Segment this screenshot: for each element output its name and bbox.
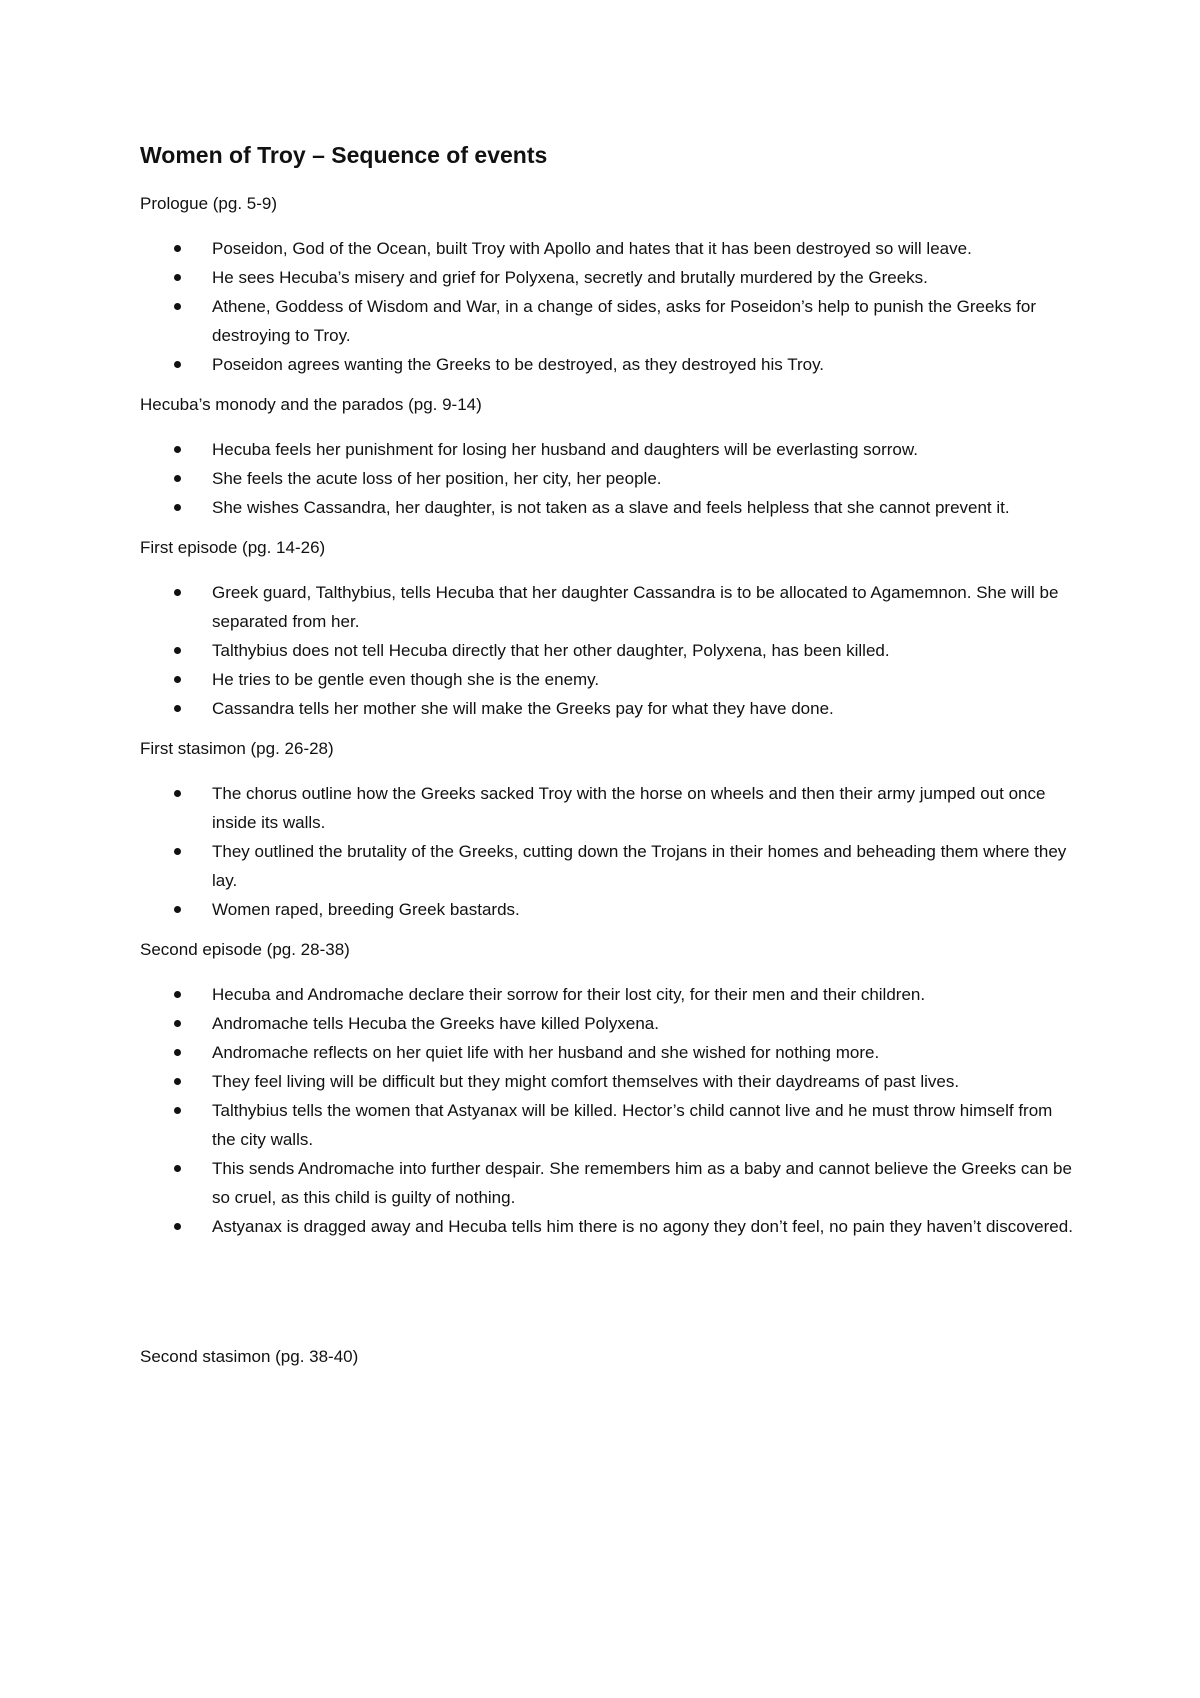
list-item <box>140 665 1080 694</box>
bullet-list <box>140 578 1080 723</box>
list-item-text: He sees Hecuba’s misery and grief for Polyxena, secretly and brutally murdered by the Greeks. <box>212 268 928 287</box>
list-item <box>140 1009 1080 1038</box>
list-item-text: Women raped, breeding Greek bastards. <box>212 900 520 919</box>
section-heading: First stasimon (pg. 26-28) <box>140 739 334 758</box>
section-heading: Second episode (pg. 28-38) <box>140 940 350 959</box>
section-heading-second-stasimon: Second stasimon (pg. 38-40) <box>140 1347 359 1366</box>
list-item <box>140 636 1080 665</box>
list-item-text: Cassandra tells her mother she will make the Greeks pay for what they have done. <box>212 699 834 718</box>
list-item <box>140 1067 1080 1096</box>
section-second-episode <box>140 938 1080 1241</box>
list-item <box>140 493 1080 522</box>
list-item <box>140 1212 1080 1241</box>
page-spacer <box>140 1255 1080 1345</box>
bullet-icon <box>174 1020 181 1027</box>
bullet-icon <box>174 1078 181 1085</box>
document-title: Women of Troy – Sequence of events <box>140 142 548 168</box>
bullet-icon <box>174 589 181 596</box>
section-first-stasimon <box>140 737 1080 924</box>
list-item <box>140 694 1080 723</box>
bullet-list <box>140 779 1080 924</box>
list-item-text: Talthybius tells the women that Astyanax will be killed. Hector’s child cannot live and he must throw himself from the city walls. <box>212 1101 1053 1149</box>
list-item-text: He tries to be gentle even though she is the enemy. <box>212 670 600 689</box>
list-item <box>140 980 1080 1009</box>
section-heading: Prologue (pg. 5-9) <box>140 194 278 213</box>
list-item <box>140 1154 1080 1212</box>
list-item <box>140 350 1080 379</box>
list-item <box>140 837 1080 895</box>
list-item <box>140 263 1080 292</box>
bullet-icon <box>174 1223 181 1230</box>
document-page <box>140 140 1080 1387</box>
bullet-icon <box>174 906 181 913</box>
bullet-icon <box>174 303 181 310</box>
list-item-text: They feel living will be difficult but they might comfort themselves with their daydreams of past lives. <box>212 1072 960 1091</box>
list-item-text: This sends Andromache into further despair. She remembers him as a baby and cannot believe the Greeks can be so cruel, as this child is guilty of nothing. <box>212 1159 1072 1207</box>
list-item-text: Athene, Goddess of Wisdom and War, in a change of sides, asks for Poseidon’s help to punish the Greeks for destroying to Troy. <box>212 297 1037 345</box>
list-item-text: The chorus outline how the Greeks sacked Troy with the horse on wheels and then their army jumped out once inside its walls. <box>212 784 1046 832</box>
bullet-icon <box>174 1049 181 1056</box>
bullet-icon <box>174 1165 181 1172</box>
bullet-icon <box>174 676 181 683</box>
list-item-text: Hecuba feels her punishment for losing her husband and daughters will be everlasting sorrow. <box>212 440 918 459</box>
section-prologue <box>140 192 1080 379</box>
bullet-icon <box>174 274 181 281</box>
list-item <box>140 292 1080 350</box>
list-item-text: Astyanax is dragged away and Hecuba tells him there is no agony they don’t feel, no pain they haven’t discovered. <box>212 1217 1073 1236</box>
bullet-list <box>140 435 1080 522</box>
bullet-icon <box>174 647 181 654</box>
list-item-text: Hecuba and Andromache declare their sorrow for their lost city, for their men and their children. <box>212 985 926 1004</box>
bullet-icon <box>174 991 181 998</box>
section-first-episode <box>140 536 1080 723</box>
bullet-icon <box>174 790 181 797</box>
section-monody <box>140 393 1080 522</box>
list-item <box>140 464 1080 493</box>
bullet-icon <box>174 848 181 855</box>
bullet-icon <box>174 1107 181 1114</box>
list-item-text: Andromache tells Hecuba the Greeks have killed Polyxena. <box>212 1014 659 1033</box>
list-item-text: Andromache reflects on her quiet life with her husband and she wished for nothing more. <box>212 1043 880 1062</box>
list-item <box>140 234 1080 263</box>
bullet-icon <box>174 504 181 511</box>
list-item-text: She feels the acute loss of her position, her city, her people. <box>212 469 662 488</box>
list-item <box>140 1038 1080 1067</box>
bullet-icon <box>174 446 181 453</box>
section-heading: First episode (pg. 14-26) <box>140 538 326 557</box>
section-heading: Hecuba’s monody and the parados (pg. 9-14) <box>140 395 482 414</box>
bullet-icon <box>174 245 181 252</box>
bullet-icon <box>174 705 181 712</box>
list-item <box>140 435 1080 464</box>
bullet-list <box>140 234 1080 379</box>
bullet-icon <box>174 361 181 368</box>
bullet-list <box>140 980 1080 1241</box>
list-item-text: Poseidon, God of the Ocean, built Troy with Apollo and hates that it has been destroyed so will leave. <box>212 239 972 258</box>
list-item-text: She wishes Cassandra, her daughter, is not taken as a slave and feels helpless that she cannot prevent it. <box>212 498 1010 517</box>
list-item <box>140 1096 1080 1154</box>
bullet-icon <box>174 475 181 482</box>
list-item <box>140 779 1080 837</box>
list-item <box>140 895 1080 924</box>
list-item-text: Talthybius does not tell Hecuba directly that her other daughter, Polyxena, has been killed. <box>212 641 890 660</box>
list-item <box>140 578 1080 636</box>
list-item-text: Greek guard, Talthybius, tells Hecuba that her daughter Cassandra is to be allocated to Agamemnon. She will be separated from her. <box>212 583 1059 631</box>
list-item-text: They outlined the brutality of the Greeks, cutting down the Trojans in their homes and beheading them where they lay. <box>212 842 1067 890</box>
list-item-text: Poseidon agrees wanting the Greeks to be destroyed, as they destroyed his Troy. <box>212 355 825 374</box>
